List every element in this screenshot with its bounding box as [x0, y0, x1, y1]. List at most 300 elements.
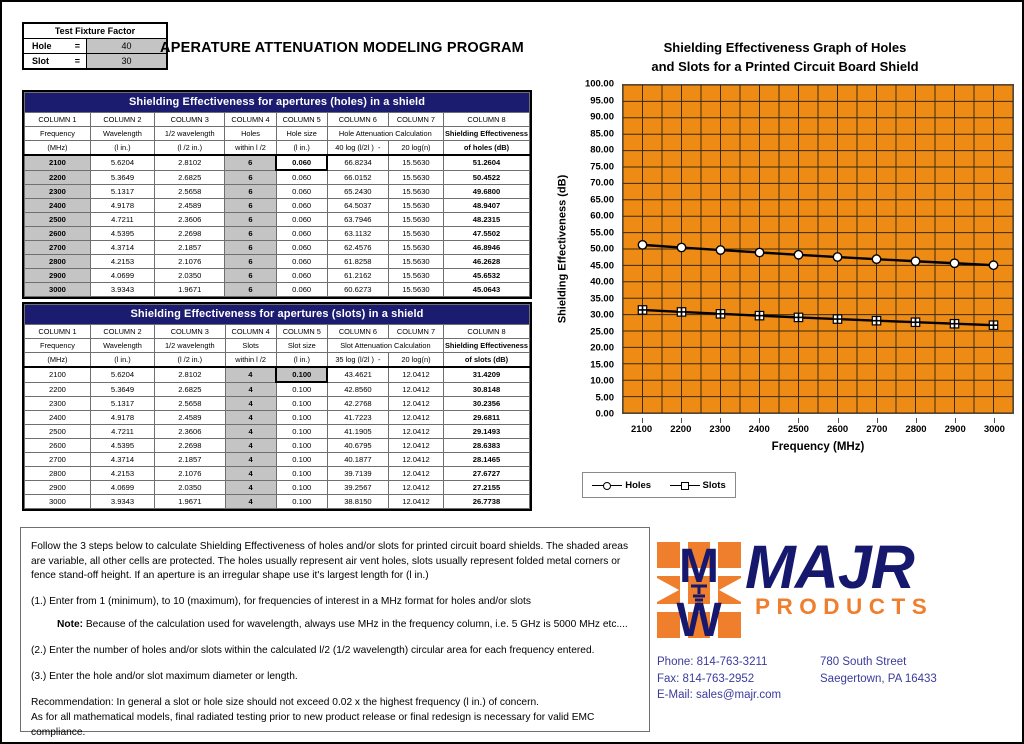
holes-half: 2.4589 — [154, 199, 224, 213]
holes-c7: 15.5630 — [388, 227, 443, 241]
holes-count[interactable]: 6 — [225, 227, 276, 241]
instructions-note-text: Because of the calculation used for wavelength, always use MHz in the frequency column, i.e. 5 GHz is 5000 MHz etc.... — [83, 619, 628, 631]
table-row — [25, 185, 530, 199]
table-row — [25, 467, 530, 481]
y-tick-label: 25.00 — [590, 326, 614, 337]
slots-half: 2.1857 — [155, 453, 226, 467]
slots-unit-mhz: (MHz) — [25, 353, 91, 368]
holes-half: 2.0350 — [154, 269, 224, 283]
slots-freq[interactable]: 2300 — [25, 397, 91, 411]
holes-half: 2.5658 — [154, 185, 224, 199]
fixture-slot-name: Slot — [32, 56, 49, 66]
chart-title-line1: Shielding Effectiveness Graph of Holes — [663, 40, 907, 55]
holes-se: 46.8946 — [443, 241, 529, 255]
x-axis-ticks — [622, 418, 1014, 438]
holes-count[interactable]: 6 — [225, 283, 276, 297]
slots-c7: 12.0412 — [388, 411, 443, 425]
holes-colnum-1: COLUMN 1 — [25, 113, 91, 127]
holes-colnum-3: COLUMN 3 — [154, 113, 224, 127]
slots-colnum-4: COLUMN 4 — [225, 325, 276, 339]
slots-colnum-3: COLUMN 3 — [155, 325, 226, 339]
fixture-row-slot — [24, 54, 166, 68]
holes-formula-minus: - — [377, 143, 381, 152]
table-row — [25, 170, 530, 185]
slots-count[interactable]: 4 — [225, 495, 276, 509]
holes-freq[interactable]: 2700 — [25, 241, 91, 255]
slots-c7: 12.0412 — [388, 397, 443, 411]
instructions-step-3: (3.) Enter the hole and/or slot maximum diameter or length. — [31, 670, 298, 682]
holes-unit-mhz: (MHz) — [25, 141, 91, 156]
slots-size[interactable]: 0.100 — [276, 397, 327, 411]
y-tick-label: 60.00 — [590, 210, 614, 222]
slots-unit-db: of slots (dB) — [443, 353, 529, 368]
y-tick-label: 95.00 — [590, 95, 614, 106]
slots-se: 29.6811 — [443, 411, 529, 425]
slots-c7: 12.0412 — [388, 481, 443, 495]
instructions-recommendation-1: Recommendation: In general a slot or hole size should not exceed 0.02 x the highest frequency (l in.) of concern. — [31, 697, 539, 709]
holes-hdr-holes: Holes — [225, 127, 276, 141]
x-tick-label: 2300 — [709, 424, 731, 435]
plot-area — [554, 78, 1016, 454]
slots-size[interactable]: 0.100 — [276, 467, 327, 481]
holes-se: 45.0643 — [443, 283, 529, 297]
holes-c7: 15.5630 — [388, 155, 443, 170]
instructions-step-1: (1.) Enter from 1 (minimum), to 10 (maximum), for frequencies of interest in a MHz format for holes and/or slots — [31, 595, 531, 607]
y-tick-label: 45.00 — [590, 260, 614, 271]
holes-freq[interactable]: 2500 — [25, 213, 91, 227]
table-row — [25, 382, 530, 397]
slots-table-banner: Shielding Effectiveness for apertures (slots) in a shield — [25, 305, 530, 325]
shielding-effectiveness-chart — [554, 32, 1016, 502]
slots-c7: 12.0412 — [388, 425, 443, 439]
svg-text:M: M — [679, 540, 719, 593]
holes-hdr-wavelength: Wavelength — [90, 127, 154, 141]
holes-se: 47.5502 — [443, 227, 529, 241]
square-marker-icon — [681, 482, 689, 490]
slots-size[interactable]: 0.100 — [276, 481, 327, 495]
holes-colnum-8: COLUMN 8 — [443, 113, 529, 127]
holes-wavelength: 4.3714 — [90, 241, 154, 255]
holes-se: 48.9407 — [443, 199, 529, 213]
slots-freq[interactable]: 2200 — [25, 382, 91, 397]
holes-wavelength: 4.9178 — [90, 199, 154, 213]
slots-count[interactable]: 4 — [225, 397, 276, 411]
y-axis-ticks — [572, 78, 618, 420]
holes-wavelength: 4.2153 — [90, 255, 154, 269]
legend-line-holes — [592, 481, 622, 489]
slots-half: 2.1076 — [155, 467, 226, 481]
slots-hdr-slots: Slots — [225, 339, 276, 353]
holes-colnum-6: COLUMN 6 — [327, 113, 388, 127]
holes-c6: 63.7946 — [327, 213, 388, 227]
holes-size[interactable]: 0.060 — [276, 213, 327, 227]
chart-svg — [623, 85, 1013, 413]
table-row — [25, 241, 530, 255]
slots-c6: 38.8150 — [327, 495, 388, 509]
holes-count[interactable]: 6 — [225, 241, 276, 255]
holes-size[interactable]: 0.060 — [276, 283, 327, 297]
slots-c6: 43.4621 — [327, 367, 388, 382]
legend-line-slots — [670, 481, 700, 489]
holes-wavelength: 4.5395 — [90, 227, 154, 241]
holes-count[interactable]: 6 — [225, 155, 276, 170]
holes-c7: 15.5630 — [388, 255, 443, 269]
holes-se: 46.2628 — [443, 255, 529, 269]
legend-item-holes[interactable] — [592, 480, 651, 491]
holes-table — [22, 90, 532, 299]
holes-half: 2.6825 — [154, 170, 224, 185]
holes-count[interactable]: 6 — [225, 213, 276, 227]
slots-c6: 40.1877 — [327, 453, 388, 467]
y-tick-label: 30.00 — [590, 309, 614, 321]
slots-colnum-5: COLUMN 5 — [276, 325, 327, 339]
fixture-hole-label — [24, 39, 86, 53]
holes-count[interactable]: 6 — [225, 199, 276, 213]
y-tick-label: 55.00 — [590, 227, 614, 238]
holes-se: 50.4522 — [443, 170, 529, 185]
instructions-intro: Follow the 3 steps below to calculate Shielding Effectiveness of holes and/or slots for printed circuit board shields. The shaded areas are variable, all other cells are protected. The holes usually represent air vent holes, slots usually represent folded metal corners or fence stand-off height. If an aperture is an irregular shape use it's largest length for (l in.) — [31, 541, 629, 582]
instructions-note-label: Note: — [57, 619, 84, 631]
x-tick-mark — [720, 418, 721, 423]
x-tick-mark — [838, 418, 839, 423]
slots-size[interactable]: 0.100 — [276, 439, 327, 453]
holes-unit-lin: (l in.) — [90, 141, 154, 156]
x-tick-mark — [681, 418, 682, 423]
slots-size[interactable]: 0.100 — [276, 425, 327, 439]
holes-freq[interactable]: 2400 — [25, 199, 91, 213]
slots-hdr-slot-size: Slot size — [276, 339, 327, 353]
holes-wavelength: 4.0699 — [90, 269, 154, 283]
holes-freq[interactable]: 2300 — [25, 185, 91, 199]
y-axis-title-text: Shielding Effectiveness (dB) — [556, 174, 568, 324]
x-tick-mark — [994, 418, 995, 423]
slots-wavelength: 5.1317 — [90, 397, 154, 411]
holes-count[interactable]: 6 — [225, 185, 276, 199]
table-row — [25, 397, 530, 411]
table-row — [25, 481, 530, 495]
test-fixture-factor-box — [22, 22, 168, 70]
slots-wavelength: 5.6204 — [90, 367, 154, 382]
holes-half: 1.9671 — [154, 283, 224, 297]
legend-item-slots[interactable] — [670, 480, 726, 491]
table-row — [25, 199, 530, 213]
slots-count[interactable]: 4 — [225, 425, 276, 439]
slots-c6: 41.1905 — [327, 425, 388, 439]
instructions-note — [31, 618, 639, 633]
holes-c7: 15.5630 — [388, 241, 443, 255]
x-tick-mark — [798, 418, 799, 423]
x-tick-label: 2700 — [866, 424, 888, 435]
fixture-slot-label — [24, 54, 86, 68]
holes-colnum-4: COLUMN 4 — [225, 113, 276, 127]
slots-half: 2.5658 — [155, 397, 226, 411]
slots-freq[interactable]: 2400 — [25, 411, 91, 425]
holes-c6: 65.2430 — [327, 185, 388, 199]
slots-count[interactable]: 4 — [225, 367, 276, 382]
slots-size[interactable]: 0.100 — [276, 382, 327, 397]
y-tick-label: 80.00 — [590, 144, 614, 156]
x-axis-title: Frequency (MHz) — [771, 441, 865, 453]
holes-colnum-7: COLUMN 7 — [388, 113, 443, 127]
holes-c6: 64.5037 — [327, 199, 388, 213]
fixture-hole-value[interactable]: 40 — [86, 39, 166, 53]
slots-colnum-1: COLUMN 1 — [25, 325, 91, 339]
slots-freq[interactable]: 3000 — [25, 495, 91, 509]
fixture-row-hole — [24, 39, 166, 54]
holes-wavelength: 3.9343 — [90, 283, 154, 297]
slots-freq[interactable]: 2600 — [25, 439, 91, 453]
products-wordmark: PRODUCTS — [755, 594, 934, 619]
holes-c6: 60.6273 — [327, 283, 388, 297]
holes-freq[interactable]: 2800 — [25, 255, 91, 269]
page-title: APERATURE ATTENUATION MODELING PROGRAM — [160, 40, 524, 56]
instructions-recommendation-2: As for all mathematical models, final radiated testing prior to new product release or final redesign is necessary for valid EMC compliance. — [31, 712, 595, 739]
slots-half: 2.2698 — [155, 439, 226, 453]
instructions-panel — [20, 527, 650, 739]
y-axis-title — [552, 84, 572, 414]
slots-formula-35log — [327, 353, 388, 368]
slots-unit-half-lin: (l /2 in.) — [155, 353, 226, 368]
y-tick-label: 100.00 — [584, 78, 614, 90]
holes-size[interactable]: 0.060 — [276, 255, 327, 269]
holes-c6: 66.0152 — [327, 170, 388, 185]
holes-c6: 62.4576 — [327, 241, 388, 255]
slots-c6: 39.2567 — [327, 481, 388, 495]
holes-formula-40log-text: 40 log (l/2l ) — [335, 143, 374, 152]
x-tick-label: 2200 — [670, 424, 692, 435]
slots-hdr-half-wavelength: 1/2 wavelength — [155, 339, 226, 353]
y-tick-label: 85.00 — [590, 128, 614, 139]
slots-colnum-2: COLUMN 2 — [90, 325, 154, 339]
holes-formula-40log — [327, 141, 388, 156]
slots-hdr-frequency: Frequency — [25, 339, 91, 353]
holes-formula-20log: 20 log(n) — [388, 141, 443, 156]
y-tick-label: 20.00 — [590, 342, 614, 354]
slots-half: 2.0350 — [155, 481, 226, 495]
holes-hdr-attenuation-calc: Hole Attenuation Calculation — [327, 127, 443, 141]
slots-se: 27.6727 — [443, 467, 529, 481]
slots-table — [22, 302, 532, 511]
holes-c6: 63.1132 — [327, 227, 388, 241]
holes-unit-within: within l /2 — [225, 141, 276, 156]
y-tick-label: 0.00 — [595, 408, 614, 420]
svg-text:W: W — [676, 594, 722, 642]
legend-label-slots: Slots — [702, 479, 726, 491]
holes-half: 2.1857 — [154, 241, 224, 255]
y-tick-label: 50.00 — [590, 243, 614, 255]
slots-half: 1.9671 — [155, 495, 226, 509]
holes-size[interactable]: 0.060 — [276, 170, 327, 185]
x-tick-label: 2900 — [944, 424, 966, 435]
legend-label-holes: Holes — [625, 479, 652, 491]
contact-street: 780 South Street — [820, 656, 907, 668]
slots-unit-within: within l /2 — [225, 353, 276, 368]
table-row — [25, 425, 530, 439]
slots-formula-minus: - — [378, 355, 381, 364]
contact-fax: Fax: 814-763-2952 — [657, 672, 755, 685]
x-tick-mark — [877, 418, 878, 423]
holes-colnum-2: COLUMN 2 — [90, 113, 154, 127]
slots-c7: 12.0412 — [388, 467, 443, 481]
holes-c7: 15.5630 — [388, 283, 443, 297]
x-tick-mark — [955, 418, 956, 423]
holes-wavelength: 5.1317 — [90, 185, 154, 199]
slots-hdr-shielding-effectiveness: Shielding Effectiveness — [443, 339, 529, 353]
holes-count[interactable]: 6 — [225, 255, 276, 269]
holes-hdr-frequency: Frequency — [25, 127, 91, 141]
holes-size[interactable]: 0.060 — [276, 227, 327, 241]
holes-hdr-half-wavelength: 1/2 wavelength — [154, 127, 224, 141]
slots-hdr-wavelength: Wavelength — [90, 339, 154, 353]
slots-c7: 12.0412 — [388, 367, 443, 382]
holes-freq[interactable]: 2100 — [25, 155, 91, 170]
fixture-slot-value[interactable]: 30 — [86, 54, 166, 68]
holes-count[interactable]: 6 — [225, 269, 276, 283]
slots-freq[interactable]: 2700 — [25, 453, 91, 467]
slots-size[interactable]: 0.100 — [276, 411, 327, 425]
x-tick-label: 2800 — [905, 424, 927, 435]
slots-count[interactable]: 4 — [225, 382, 276, 397]
slots-freq[interactable]: 2100 — [25, 367, 91, 382]
chart-legend — [582, 472, 736, 498]
holes-freq[interactable]: 2900 — [25, 269, 91, 283]
x-tick-label: 2600 — [827, 424, 849, 435]
contact-column-left — [657, 654, 781, 704]
slots-wavelength: 4.9178 — [90, 411, 154, 425]
holes-hdr-shielding-effectiveness: Shielding Effectiveness — [443, 127, 529, 141]
slots-wavelength: 4.0699 — [90, 481, 154, 495]
slots-c6: 39.7139 — [327, 467, 388, 481]
holes-wavelength: 5.3649 — [90, 170, 154, 185]
majr-logo-text — [745, 534, 1011, 620]
holes-size[interactable]: 0.060 — [276, 155, 327, 170]
slots-wavelength: 4.3714 — [90, 453, 154, 467]
contact-email[interactable]: E-Mail: sales@majr.com — [657, 689, 782, 701]
slots-count[interactable]: 4 — [225, 467, 276, 481]
chart-title-line2: and Slots for a Printed Circuit Board Shield — [651, 59, 919, 74]
holes-unit-size-lin: (l in.) — [276, 141, 327, 156]
holes-hdr-hole-size: Hole size — [276, 127, 327, 141]
slots-c6: 40.6795 — [327, 439, 388, 453]
holes-freq[interactable]: 3000 — [25, 283, 91, 297]
table-row — [25, 227, 530, 241]
contact-city: Saegertown, PA 16433 — [820, 672, 937, 685]
holes-half: 2.3606 — [154, 213, 224, 227]
slots-c6: 42.2768 — [327, 397, 388, 411]
plot-canvas — [622, 84, 1014, 414]
slots-size[interactable]: 0.100 — [276, 453, 327, 467]
holes-se: 49.6800 — [443, 185, 529, 199]
slots-formula-20log: 20 log(n) — [388, 353, 443, 368]
y-tick-label: 65.00 — [590, 194, 614, 205]
holes-half: 2.2698 — [154, 227, 224, 241]
slots-c6: 41.7223 — [327, 411, 388, 425]
majr-wordmark: MAJR — [745, 533, 914, 601]
slots-freq[interactable]: 2800 — [25, 467, 91, 481]
holes-c7: 15.5630 — [388, 199, 443, 213]
slots-half: 2.3606 — [155, 425, 226, 439]
holes-size[interactable]: 0.060 — [276, 199, 327, 213]
slots-size[interactable]: 0.100 — [276, 367, 327, 382]
slots-se: 30.8148 — [443, 382, 529, 397]
slots-wavelength: 5.3649 — [90, 382, 154, 397]
slots-wavelength: 4.2153 — [90, 467, 154, 481]
x-tick-label: 2400 — [748, 424, 770, 435]
holes-unit-half-lin: (l /2 in.) — [154, 141, 224, 156]
holes-freq[interactable]: 2600 — [25, 227, 91, 241]
slots-count[interactable]: 4 — [225, 481, 276, 495]
y-tick-label: 15.00 — [590, 359, 614, 370]
holes-freq[interactable]: 2200 — [25, 170, 91, 185]
holes-count[interactable]: 6 — [225, 170, 276, 185]
slots-se: 31.4209 — [443, 367, 529, 382]
table-row — [25, 283, 530, 297]
y-tick-label: 70.00 — [590, 177, 614, 189]
holes-half: 2.1076 — [154, 255, 224, 269]
y-tick-label: 90.00 — [590, 111, 614, 123]
slots-unit-lin: (l in.) — [90, 353, 154, 368]
slots-size[interactable]: 0.100 — [276, 495, 327, 509]
contact-column-right — [820, 654, 937, 687]
x-tick-label: 2100 — [631, 424, 653, 435]
x-tick-mark — [759, 418, 760, 423]
x-tick-label: 3000 — [983, 424, 1005, 435]
holes-half: 2.8102 — [154, 155, 224, 170]
holes-c7: 15.5630 — [388, 185, 443, 199]
y-tick-label: 75.00 — [590, 161, 614, 172]
contact-phone: Phone: 814-763-3211 — [657, 656, 768, 668]
fixture-title: Test Fixture Factor — [24, 24, 166, 39]
x-tick-label: 2500 — [787, 424, 809, 435]
slots-se: 28.6383 — [443, 439, 529, 453]
y-tick-label: 40.00 — [590, 276, 614, 288]
slots-hdr-attenuation-calc: Slot Attenuation Calculation — [327, 339, 443, 353]
slots-colnum-8: COLUMN 8 — [443, 325, 529, 339]
slots-c7: 12.0412 — [388, 382, 443, 397]
holes-c6: 61.2162 — [327, 269, 388, 283]
slots-freq[interactable]: 2900 — [25, 481, 91, 495]
holes-size[interactable]: 0.060 — [276, 269, 327, 283]
holes-se: 48.2315 — [443, 213, 529, 227]
table-row — [25, 453, 530, 467]
holes-unit-db: of holes (dB) — [443, 141, 529, 156]
slots-count[interactable]: 4 — [225, 453, 276, 467]
slots-wavelength: 4.5395 — [90, 439, 154, 453]
slots-se: 30.2356 — [443, 397, 529, 411]
slots-c7: 12.0412 — [388, 495, 443, 509]
holes-c7: 15.5630 — [388, 213, 443, 227]
holes-se: 51.2604 — [443, 155, 529, 170]
y-tick-label: 35.00 — [590, 293, 614, 304]
holes-size[interactable]: 0.060 — [276, 241, 327, 255]
holes-table-banner: Shielding Effectiveness for apertures (holes) in a shield — [25, 93, 530, 113]
fixture-slot-equals: = — [74, 56, 80, 66]
slots-wavelength: 4.7211 — [90, 425, 154, 439]
fixture-hole-name: Hole — [32, 41, 52, 51]
slots-c7: 12.0412 — [388, 453, 443, 467]
slots-count[interactable]: 4 — [225, 411, 276, 425]
slots-freq[interactable]: 2500 — [25, 425, 91, 439]
slots-count[interactable]: 4 — [225, 439, 276, 453]
x-tick-mark — [642, 418, 643, 423]
table-row — [25, 269, 530, 283]
holes-colnum-5: COLUMN 5 — [276, 113, 327, 127]
holes-c7: 15.5630 — [388, 170, 443, 185]
instructions-step-2: (2.) Enter the number of holes and/or slots within the calculated l/2 (1/2 wavelength) circular area for each frequency entered. — [31, 644, 595, 656]
holes-size[interactable]: 0.060 — [276, 185, 327, 199]
table-row — [25, 213, 530, 227]
y-tick-label: 5.00 — [595, 392, 614, 403]
